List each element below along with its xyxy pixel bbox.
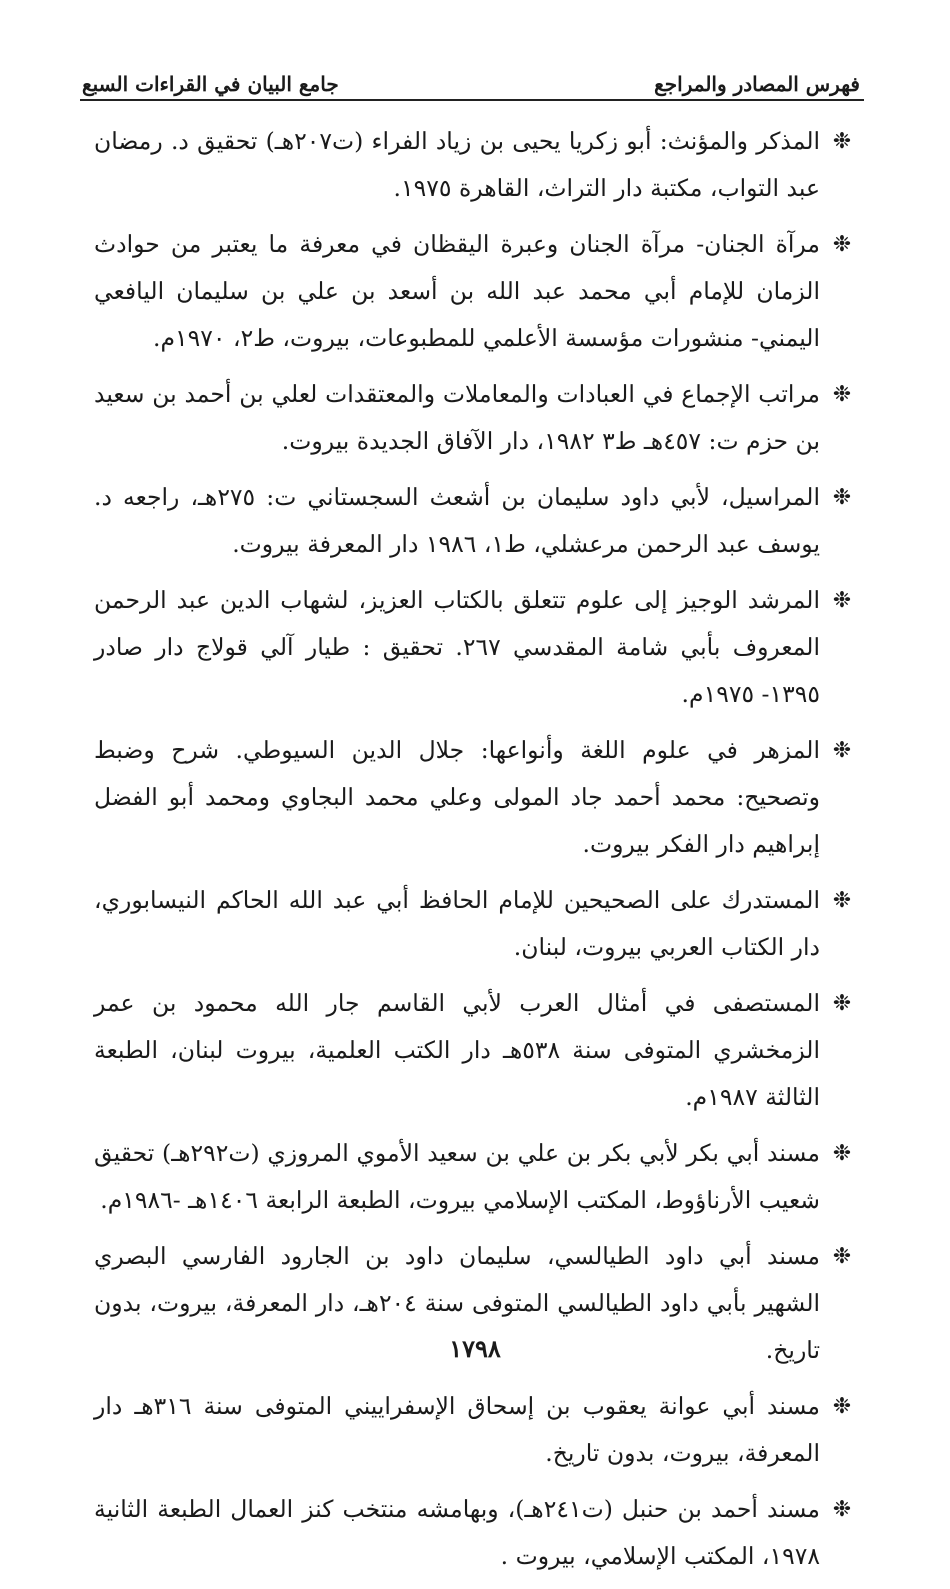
entry-text: مسند أبي داود الطيالسي، سليمان داود بن الجارود الفارسي البصري الشهير بأبي داود الطيالسي المتوفى سنة ٢٠٤هـ، دار المعرفة، بيروت، بدون تاريخ. (94, 1242, 821, 1364)
page-number: ١٧٩٨ (449, 1334, 501, 1363)
star-icon: ❉ (832, 738, 852, 763)
bibliography-entry (94, 371, 864, 465)
entry-text: المراسيل، لأبي داود سليمان بن أشعث السجستاني ت: ٢٧٥هـ، راجعه د. يوسف عبد الرحمن مرعشلي، ط١، ١٩٨٦ دار المعرفة بيروت. (94, 483, 820, 558)
entry-text: مرآة الجنان- مرآة الجنان وعبرة اليقظان في معرفة ما يعتبر من حوادث الزمان للإمام أبي محمد عبد الله بن أسعد بن علي بن سليمان اليافعي اليمني- منشورات مؤسسة الأعلمي للمطبوعات، بيروت، ط٢، ١٩٧٠م. (94, 230, 820, 352)
star-icon: ❉ (832, 382, 852, 407)
entry-text: مسند أبي عوانة يعقوب بن إسحاق الإسفراييني المتوفى سنة ٣١٦هـ دار المعرفة، بيروت، بدون تاريخ. (94, 1392, 820, 1467)
entry-text: المستدرك على الصحيحين للإمام الحافظ أبي عبد الله الحاكم النيسابوري، دار الكتاب العربي بيروت، لبنان. (94, 886, 820, 961)
star-icon: ❉ (832, 129, 852, 154)
entry-text: المزهر في علوم اللغة وأنواعها: جلال الدين السيوطي. شرح وضبط وتصحيح: محمد أحمد جاد المولى وعلي محمد البجاوي ومحمد أبو الفضل إبراهيم دار الفكر بيروت. (94, 736, 820, 858)
bibliography-entry (94, 577, 864, 718)
bibliography-entry (94, 221, 864, 362)
star-icon: ❉ (832, 888, 852, 913)
chapter-title: فهرس المصادر والمراجع (654, 72, 860, 96)
entry-text: المرشد الوجيز إلى علوم تتعلق بالكتاب العزيز، لشهاب الدين عبد الرحمن المعروف بأبي شامة المقدسي ٢٦٧. تحقيق : طيار آلي قولاج دار صادر ١٣٩٥- ١٩٧٥م. (94, 586, 820, 708)
header-rule (80, 99, 864, 101)
star-icon: ❉ (832, 1394, 852, 1419)
bibliography-entry (94, 474, 864, 568)
bibliography-entry (94, 877, 864, 971)
book-title: جامع البيان في القراءات السبع (82, 72, 339, 96)
entry-text: مسند أحمد بن حنبل (ت٢٤١هـ)، وبهامشه منتخب كنز العمال الطبعة الثانية ١٩٧٨، المكتب الإسلامي، بيروت . (94, 1495, 821, 1570)
bibliography-entry (94, 1383, 864, 1477)
bibliography-list (94, 118, 864, 1589)
bibliography-entry (94, 1486, 864, 1580)
star-icon: ❉ (832, 1497, 852, 1522)
star-icon: ❉ (832, 991, 852, 1016)
entry-text: المستصفى في أمثال العرب لأبي القاسم جار الله محمود بن عمر الزمخشري المتوفى سنة ٥٣٨هـ دار الكتب العلمية، بيروت لبنان، الطبعة الثالثة ١٩٨٧م. (94, 989, 820, 1111)
star-icon: ❉ (832, 588, 852, 613)
star-icon: ❉ (832, 232, 852, 257)
bibliography-entry (94, 1130, 864, 1224)
entry-text: مراتب الإجماع في العبادات والمعاملات والمعتقدات لعلي بن أحمد بن سعيد بن حزم ت: ٤٥٧هـ ط٣ ١٩٨٢، دار الآفاق الجديدة بيروت. (94, 380, 820, 455)
entry-text: مسند أبي بكر لأبي بكر بن علي بن سعيد الأموي المروزي (ت٢٩٢هـ) تحقيق شعيب الأرناؤوط، المكتب الإسلامي بيروت، الطبعة الرابعة ١٤٠٦هـ -١٩٨٦م. (94, 1139, 821, 1214)
bibliography-entry (94, 727, 864, 868)
bibliography-entry (94, 980, 864, 1121)
star-icon: ❉ (832, 1141, 852, 1166)
star-icon: ❉ (832, 1244, 852, 1269)
bibliography-entry (94, 118, 864, 212)
running-header (82, 62, 860, 96)
star-icon: ❉ (832, 485, 852, 510)
entry-text: المذكر والمؤنث: أبو زكريا يحيى بن زياد الفراء (ت٢٠٧هـ) تحقيق د. رمضان عبد التواب، مكتبة دار التراث، القاهرة ١٩٧٥. (94, 127, 821, 202)
